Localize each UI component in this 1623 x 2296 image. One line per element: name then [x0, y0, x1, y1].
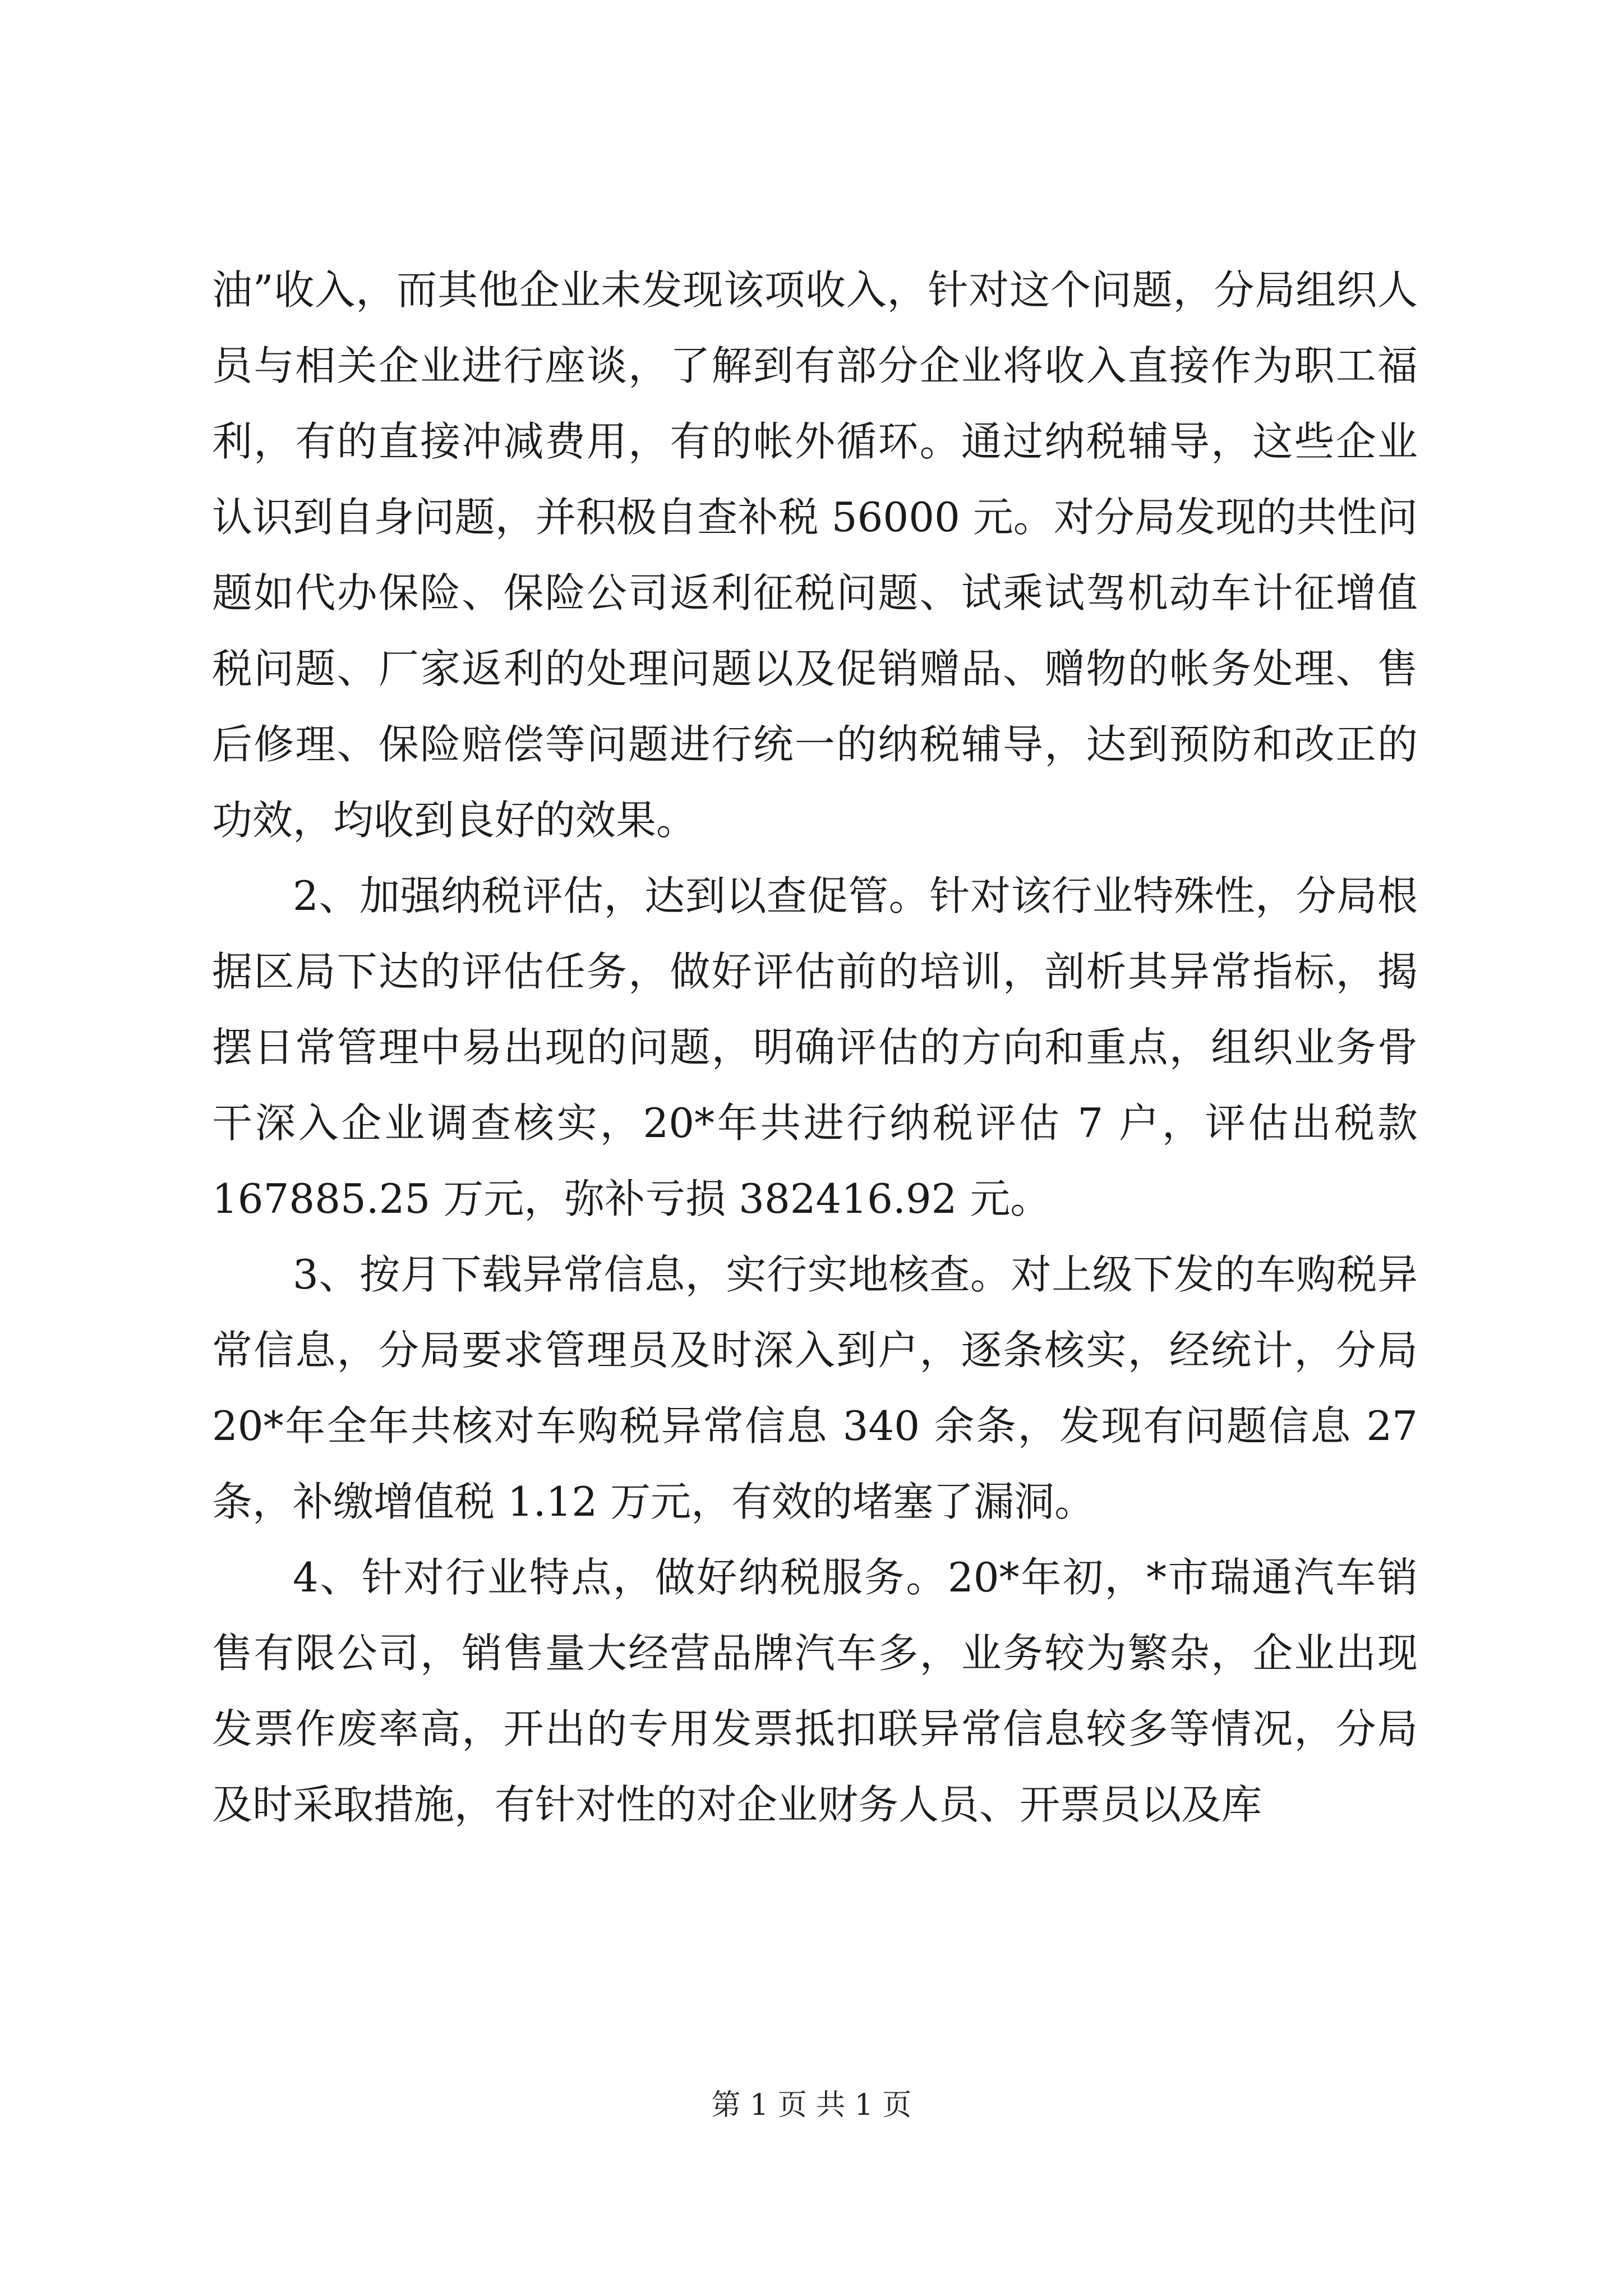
- paragraph-item-3: 3、按月下载异常信息，实行实地核查。对上级下发的车购税异常信息，分局要求管理员及时深入到户，逐条核实，经统计，分局 20*年全年共核对车购税异常信息 340 余条，发现有问题信息 27 条，补缴增值税 1.12 万元，有效的堵塞了漏洞。: [212, 1251, 1418, 1525]
- paragraph-item-2: 2、加强纳税评估，达到以查促管。针对该行业特殊性，分局根据区局下达的评估任务，做好评估前的培训，剖析其异常指标，揭摆日常管理中易出现的问题，明确评估的方向和重点，组织业务骨干深入企业调查核实，20*年共进行纳税评估 7 户，评估出税款 167885.25 万元，弥补亏损 382416.92 元。: [212, 872, 1418, 1222]
- paragraph-continuation: 油”收入，而其他企业未发现该项收入，针对这个问题，分局组织人员与相关企业进行座谈，了解到有部分企业将收入直接作为职工福利，有的直接冲减费用，有的帐外循环。通过纳税辅导，这些企业认识到自身问题，并积极自查补税 56000 元。对分局发现的共性问题如代办保险、保险公司返利征税问题、试乘试驾机动车计征增值税问题、厂家返利的处理问题以及促销赠品、赠物的帐务处理、售后修理、保险赔偿等问题进行统一的纳税辅导，达到预防和改正的功效，均收到良好的效果。: [212, 266, 1418, 844]
- page-number-footer: 第 1 页 共 1 页: [711, 2088, 912, 2122]
- paragraph-item-4: 4、针对行业特点，做好纳税服务。20*年初，*市瑞通汽车销售有限公司，销售量大经营品牌汽车多，业务较为繁杂，企业出现发票作废率高，开出的专用发票抵扣联异常信息较多等情况，分局及时采取措施，有针对性的对企业财务人员、开票员以及库: [212, 1554, 1418, 1828]
- document-body: [212, 252, 1418, 1843]
